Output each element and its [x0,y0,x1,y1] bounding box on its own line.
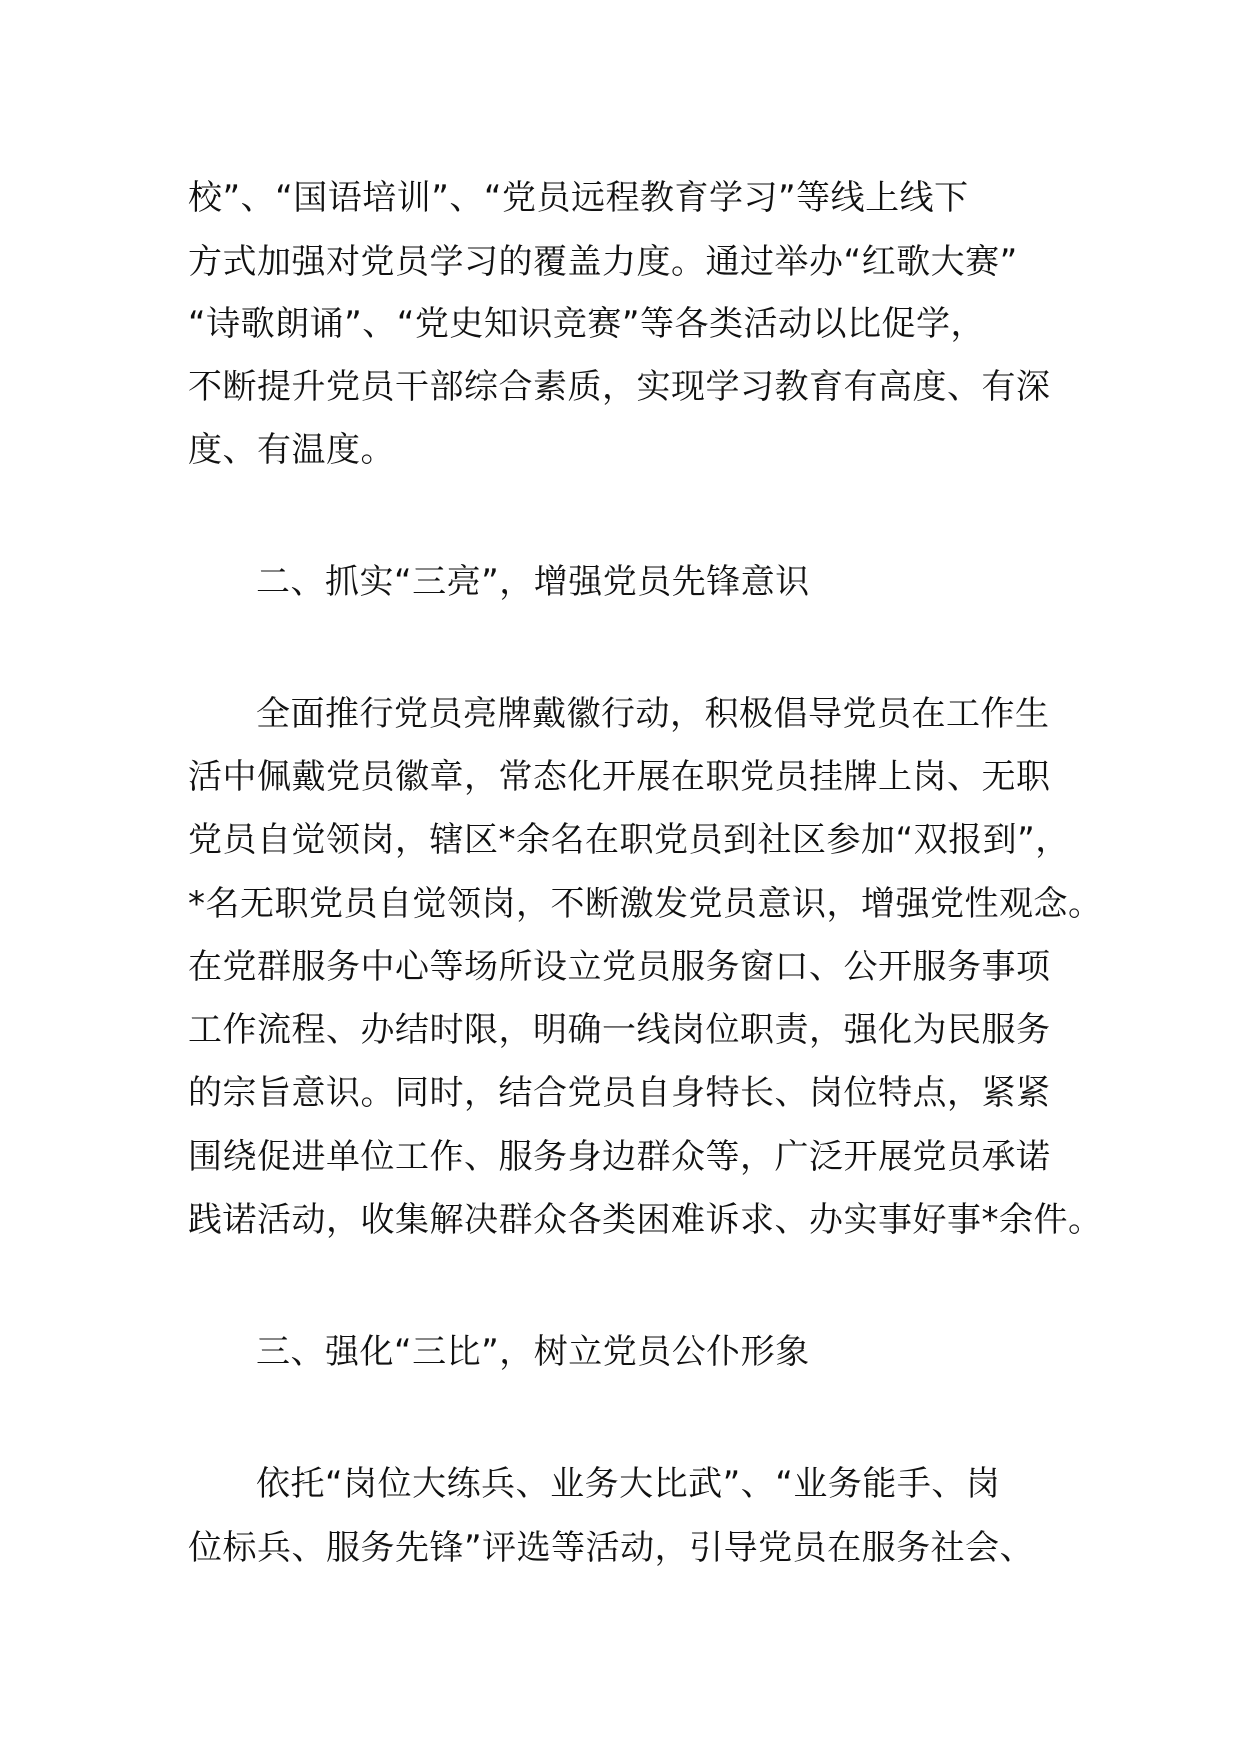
paragraph-line: “诗歌朗诵”、“党史知识竞赛”等各类活动以比促学， [188,304,985,344]
paragraph-line: 位标兵、服务先锋”评选等活动，引导党员在服务社会、 [188,1528,1035,1568]
paragraph-line: 活中佩戴党员徽章，常态化开展在职党员挂牌上岗、无职 [188,757,1051,797]
paragraph-line: 度、有温度。 [188,430,395,470]
paragraph-line: *名无职党员自觉领岗，不断激发党员意识，增强党性观念。 [188,884,1103,924]
paragraph-line: 党员自觉领岗，辖区*余名在职党员到社区参加“双报到”， [188,820,1070,860]
section-heading: 二、抓实“三亮”，增强党员先锋意识 [256,562,810,602]
paragraph-line: 全面推行党员亮牌戴徽行动，积极倡导党员在工作生 [256,694,1050,734]
paragraph-line: 的宗旨意识。同时，结合党员自身特长、岗位特点，紧紧 [188,1073,1051,1113]
paragraph-line: 方式加强对党员学习的覆盖力度。通过举办“红歌大赛” [188,242,1018,282]
paragraph-line: 不断提升党员干部综合素质，实现学习教育有高度、有深 [188,367,1051,407]
paragraph-line: 工作流程、办结时限，明确一线岗位职责，强化为民服务 [188,1010,1051,1050]
paragraph-line: 校”、“国语培训”、“党员远程教育学习”等线上线下 [188,178,969,218]
section-heading: 三、强化“三比”，树立党员公仆形象 [256,1332,810,1372]
paragraph-line: 依托“岗位大练兵、业务大比武”、“业务能手、岗 [256,1464,1001,1504]
paragraph-line: 围绕促进单位工作、服务身边群众等，广泛开展党员承诺 [188,1137,1051,1177]
paragraph-line: 在党群服务中心等场所设立党员服务窗口、公开服务事项 [188,947,1051,987]
paragraph-line: 践诺活动，收集解决群众各类困难诉求、办实事好事*余件。 [188,1200,1103,1240]
